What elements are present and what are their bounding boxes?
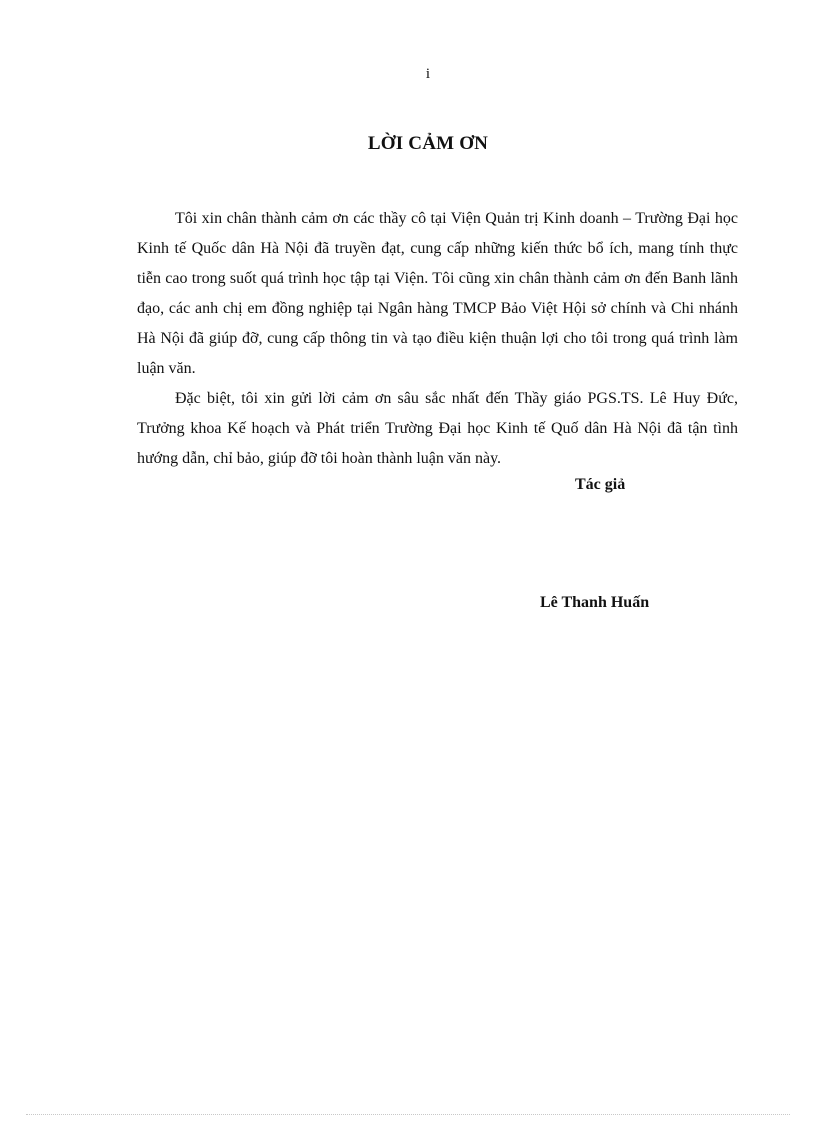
acknowledgement-body [137, 204, 738, 474]
author-name: Lê Thanh Huấn [540, 594, 650, 611]
page-title: LỜI CẢM ƠN [367, 133, 489, 154]
paragraph-2: Đặc biệt, tôi xin gửi lời cảm ơn sâu sắc nhất đến Thầy giáo PGS.TS. Lê Huy Đức, Trưởng khoa Kế hoạch và Phát triển Trường Đại học Kinh tế Quố dân Hà Nội đã tận tình hướng dẫn, chỉ bảo, giúp đỡ tôi hoàn thành luận văn này. [137, 390, 738, 467]
paragraph-1: Tôi xin chân thành cảm ơn các thầy cô tại Viện Quản trị Kinh doanh – Trường Đại học Kinh tế Quốc dân Hà Nội đã truyền đạt, cung cấp những kiến thức bổ ích, mang tính thực tiễn cao trong suốt quá trình học tập tại Viện. Tôi cũng xin chân thành cảm ơn đến Banh lãnh đạo, các anh chị em đồng nghiệp tại Ngân hàng TMCP Bảo Việt Hội sở chính và Chi nhánh Hà Nội đã giúp đỡ, cung cấp thông tin và tạo điều kiện thuận lợi cho tôi trong quá trình làm luận văn. [137, 210, 738, 377]
author-label: Tác giả [575, 476, 626, 493]
page-bottom-divider [26, 1114, 790, 1115]
page-number: i [425, 66, 431, 82]
